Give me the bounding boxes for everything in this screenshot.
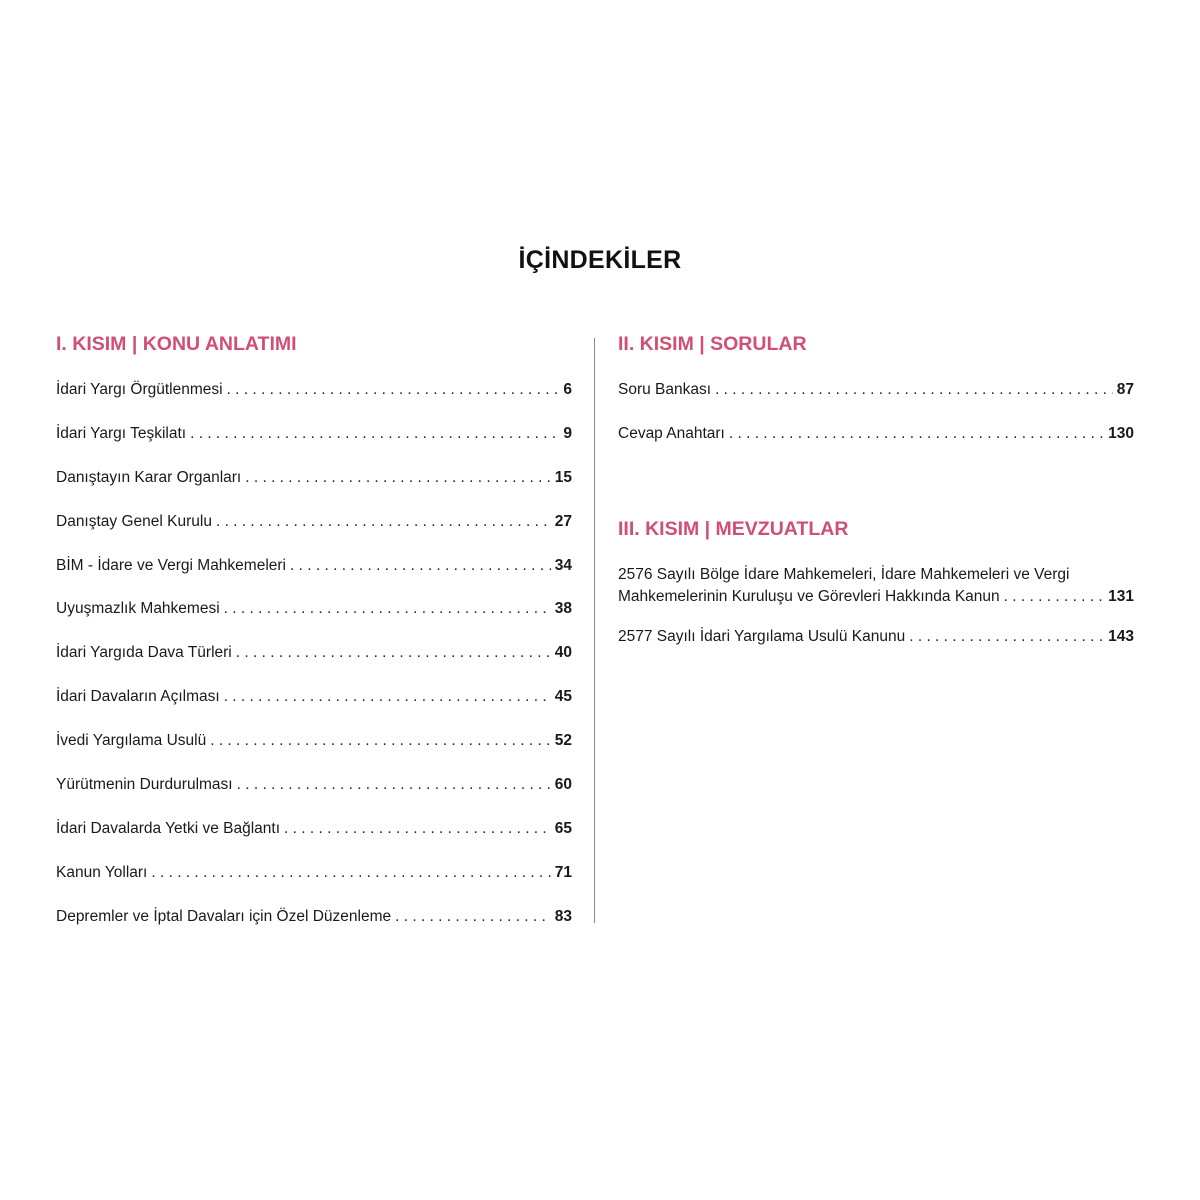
- toc-label: Yürütmenin Durdurulması: [56, 776, 233, 794]
- dot-leader: [224, 598, 551, 620]
- dot-leader: [216, 511, 551, 533]
- dot-leader: [227, 379, 560, 401]
- dot-leader: [909, 626, 1104, 648]
- toc-page-number: 65: [554, 819, 572, 837]
- toc-label: 2577 Sayılı İdari Yargılama Usulü Kanunu: [618, 628, 906, 645]
- toc-entry[interactable]: [618, 564, 1134, 608]
- page-title: İÇİNDEKİLER: [518, 246, 682, 274]
- toc-label: Danıştayın Karar Organları: [56, 468, 242, 486]
- toc-entry[interactable]: [56, 774, 572, 796]
- toc-page-number: 45: [554, 688, 572, 706]
- toc-label: BİM - İdare ve Vergi Mahkemeleri: [56, 556, 287, 574]
- toc-entry[interactable]: [618, 626, 1134, 648]
- dot-leader: [284, 818, 551, 840]
- toc-label: İdari Yargı Teşkilatı: [56, 424, 187, 442]
- toc-entry[interactable]: [56, 818, 572, 840]
- dot-leader: [210, 730, 551, 752]
- toc-page-number: 34: [554, 556, 572, 574]
- toc-page-number: 131: [1108, 588, 1134, 605]
- toc-entry[interactable]: [56, 862, 572, 884]
- dot-leader: [729, 423, 1104, 445]
- toc-page-number: 9: [563, 424, 572, 442]
- toc-page-number: 15: [554, 468, 572, 486]
- part1-toc-list: [56, 379, 572, 950]
- toc-entry[interactable]: [618, 423, 1134, 445]
- toc-entry[interactable]: [618, 379, 1134, 401]
- part2-heading: II. KISIM | SORULAR: [618, 333, 807, 355]
- toc-entry[interactable]: [56, 379, 572, 401]
- toc-label: Soru Bankası: [618, 381, 712, 398]
- toc-page-number: 143: [1108, 628, 1134, 645]
- toc-entry[interactable]: [56, 642, 572, 664]
- toc-label: İdari Davalarda Yetki ve Bağlantı: [56, 819, 281, 837]
- toc-label: İdari Yargıda Dava Türleri: [56, 644, 232, 662]
- toc-page-number: 40: [554, 644, 572, 662]
- dot-leader: [237, 774, 551, 796]
- toc-entry[interactable]: [56, 686, 572, 708]
- toc-label: Mahkemelerinin Kuruluşu ve Görevleri Hakkında Kanun: [618, 588, 1000, 605]
- toc-entry[interactable]: [56, 467, 572, 489]
- toc-page-number: 87: [1116, 381, 1134, 398]
- dot-leader: [236, 642, 551, 664]
- toc-entry[interactable]: [56, 598, 572, 620]
- toc-page-number: 71: [554, 863, 572, 881]
- part1-heading: I. KISIM | KONU ANLATIMI: [56, 333, 297, 355]
- dot-leader: [151, 862, 550, 884]
- toc-label: İdari Yargı Örgütlenmesi: [56, 381, 223, 398]
- toc-page-number: 27: [554, 512, 572, 530]
- toc-entry[interactable]: [56, 423, 572, 445]
- toc-entry[interactable]: [56, 555, 572, 577]
- dot-leader: [190, 423, 559, 445]
- toc-label-line1: 2576 Sayılı Bölge İdare Mahkemeleri, İdare Mahkemeleri ve Vergi: [618, 566, 1070, 583]
- toc-label: İvedi Yargılama Usulü: [56, 732, 207, 750]
- part3-toc-list: [618, 564, 1134, 648]
- dot-leader: [395, 906, 551, 928]
- dot-leader: [1004, 586, 1104, 608]
- toc-label: Uyuşmazlık Mahkemesi: [56, 600, 220, 618]
- part2-toc-list: [618, 379, 1134, 467]
- toc-entry[interactable]: [56, 906, 572, 928]
- toc-page-number: 83: [554, 907, 572, 925]
- toc-page-number: 6: [563, 381, 572, 398]
- toc-label: İdari Davaların Açılması: [56, 688, 220, 706]
- dot-leader: [715, 379, 1113, 401]
- dot-leader: [224, 686, 551, 708]
- dot-leader: [290, 555, 551, 577]
- toc-entry[interactable]: [56, 730, 572, 752]
- toc-label: Depremler ve İptal Davaları için Özel Düzenleme: [56, 907, 392, 925]
- toc-entry[interactable]: [56, 511, 572, 533]
- toc-label: Danıştay Genel Kurulu: [56, 512, 212, 530]
- part3-heading: III. KISIM | MEVZUATLAR: [618, 518, 849, 540]
- toc-page-number: 130: [1108, 425, 1134, 442]
- toc-page-number: 60: [554, 776, 572, 794]
- toc-page-number: 52: [554, 732, 572, 750]
- toc-label: Cevap Anahtarı: [618, 425, 725, 442]
- toc-label: Kanun Yolları: [56, 863, 148, 881]
- toc-page-number: 38: [554, 600, 572, 618]
- dot-leader: [245, 467, 551, 489]
- column-divider: [594, 338, 595, 923]
